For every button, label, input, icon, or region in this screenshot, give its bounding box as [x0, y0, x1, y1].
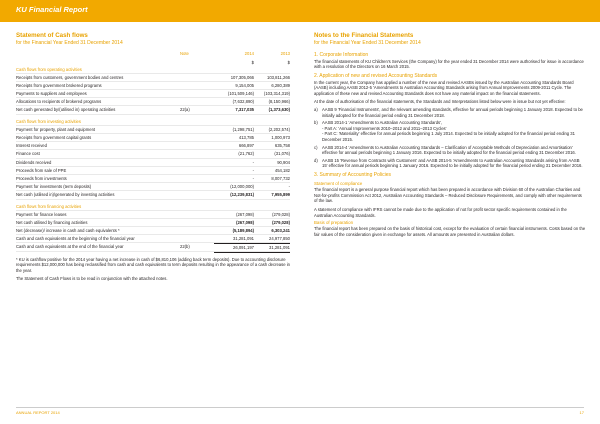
accounting-policies-heading: 3. Summary of Accounting Policies — [314, 172, 391, 178]
row-value-2014: 26,091,197 — [214, 243, 254, 252]
cash-flow-subtitle: for the Financial Year Ended 31 December 2014 — [16, 39, 123, 46]
standard-item-a: a) AASB 9 'Financial Instruments', and the relevant amending standards, effective for annual periods beginning 1 January 2018. Expected to be initially adopted for the financial period ending 31 December 2018. — [314, 107, 583, 118]
row-value-2014: 666,897 — [238, 143, 254, 149]
row-value-2013: 103,811,266 — [267, 74, 290, 80]
row-note: 22(a) — [180, 107, 190, 113]
row-value-2013: (31,076) — [274, 151, 290, 157]
row-label: Finance cost — [16, 151, 40, 157]
cash-flow-title: Statement of Cash flows — [16, 32, 88, 39]
table-section-header — [16, 203, 290, 211]
cash-flow-footnote: * KU is cashflow positive for the 2014 year having a net increase in cash of $6,810,106 (adding back term deposits). Due to accounting disclosure requirements $12,000,000 has being reclassified from cash and cash equivalents to term deposits resulting in the appearance of a cash decrease in the year. — [16, 256, 290, 273]
row-value-2013: 31,281,091 — [250, 243, 290, 252]
row-value-2013: (279,028) — [272, 219, 290, 225]
row-label: Payment for investments (term deposits) — [16, 184, 92, 190]
table-row — [16, 167, 290, 175]
table-row — [16, 90, 290, 98]
table-row — [16, 74, 290, 82]
row-label: Receipts from customers, government bodies and centres — [16, 74, 124, 80]
compliance-text-1: The financial report is a general purpose financial report which has been prepared in accordance with Division 60 of the Australian Charities and Not-for-profits Commission Act 2012, Australian Accounting Standards – Reduced Disclosure Requirements, and comply with other requirements of the law. — [314, 187, 582, 204]
row-value-2013: - — [288, 184, 290, 190]
row-label: Proceeds from investments — [16, 175, 67, 181]
row-value-2014: 413,785 — [238, 135, 254, 140]
row-value-2013: 6,280,389 — [271, 82, 290, 88]
table-row — [16, 175, 290, 183]
table-row — [16, 150, 290, 158]
row-label: Proceeds from sale of PPE — [16, 167, 67, 173]
table-row — [16, 191, 290, 199]
row-value-2014: (1,298,751) — [232, 126, 254, 132]
standard-item-c-text: AASB 2014-4 'Amendments to Australian Accounting Standards – Clarification of Acceptable Methods of Depreciation and Amortisation' effective for annual periods beginning 1 January 2016. Expected to be initially adopted for the financial period ending 31 December 2016. — [322, 144, 576, 156]
row-label: Allocations to recipients of brokered programs — [16, 99, 102, 105]
row-value-2013: 454,182 — [274, 167, 290, 173]
corporate-info-heading: 1. Corporate Information — [314, 51, 369, 58]
table-row — [16, 126, 290, 134]
currency-2014: $ — [251, 59, 254, 65]
row-label: Payments to suppliers and employees — [16, 91, 87, 97]
row-label: Net cash generated by/(utilised in) operating activities — [16, 107, 116, 113]
row-label: Net cash (utilised in)/generated by investing activities — [16, 192, 115, 198]
cash-flow-table — [16, 66, 290, 252]
row-label: Receipts from government brokered programs — [16, 82, 102, 88]
table-row — [16, 211, 290, 219]
row-value-2013: 6,303,241 — [271, 228, 290, 234]
row-note: 22(b) — [180, 244, 190, 250]
table-row — [16, 235, 290, 243]
standard-item-c: c) AASB 2014-4 'Amendments to Australian Accounting Standards – Clarification of Acceptable Methods of Depreciation and Amortisation' effective for annual periods beginning 1 January 2016. Expected to be initially adopted for the financial period ending 31 December 2016. — [314, 144, 576, 156]
corporate-info-text: The financial statements of KU Children's Services (the Company) for the year ended 31 December 2014 were authorised for issue in accordance with a resolution of the Directors on 16 March 2015. — [314, 58, 584, 70]
notes-column — [314, 32, 586, 238]
report-title: KU Financial Report — [16, 5, 88, 14]
standard-item-b-text: AASB 2014-1 'Amendments to Australian Accounting Standards', — [322, 120, 443, 126]
notes-title: Notes to the Financial Statements — [314, 32, 414, 39]
row-label: Net (decrease)/ increase in cash and cash equivalents * — [16, 228, 120, 234]
row-label: Cash and cash equivalents at the beginning of the financial year — [16, 236, 135, 242]
cash-flow-column-headers — [16, 51, 290, 60]
row-value-2013: (279,028) — [272, 211, 290, 217]
row-value-2014: (7,632,890) — [232, 99, 254, 105]
cash-flow-footnote-2: The Statement of Cash Flows is to be read in conjunction with the attached notes. — [16, 276, 168, 282]
table-row — [16, 183, 290, 191]
row-value-2014: 9,154,005 — [235, 82, 254, 88]
footer-report-name: ANNUAL REPORT 2014 — [16, 410, 60, 415]
row-value-2013: (8,150,966) — [268, 99, 290, 105]
compliance-heading: Statement of compliance — [314, 181, 363, 186]
row-value-2013: 635,758 — [274, 143, 290, 149]
row-value-2013: 7,955,899 — [271, 192, 290, 198]
row-value-2013: (103,314,319) — [263, 91, 290, 97]
standard-item-b-part-a: - Part A: 'Annual Improvements 2010–2012 and 2011–2013 Cycles' — [322, 125, 447, 131]
row-value-2014: (267,098) — [236, 219, 254, 225]
standards-heading: 2. Application of new and revised Accounting Standards — [314, 72, 438, 79]
standards-text-2: At the date of authorisation of the financial statements, the Standards and Interpretations listed below were in issue but not yet effective: — [314, 99, 566, 105]
row-value-2013: 8,007,732 — [271, 175, 290, 181]
table-row — [16, 227, 290, 235]
standard-item-b-part-c: - Part C: 'Materiality' effective for annual periods beginning 1 July 2014. Expected to be initially adopted for the financial period ending 31 December 2015. — [322, 131, 575, 143]
standards-text-1: In the current year, the Company has applied a number of the new and revised AASBs issued by the Australian Accounting Standards Board (AASB) including AASB 2012-5 'Amendments to Australian Accounting Standards arising from Annual Improvements 2009-2011 Cycle. The application of these new and revised Accounting Standards does not have any material impact on the financial statements. — [314, 79, 574, 96]
row-value-2014: (12,239,831) — [230, 192, 254, 198]
currency-2013: $ — [287, 59, 290, 65]
page-number: 17 — [579, 410, 584, 415]
table-row — [16, 106, 290, 114]
row-label: Interest received — [16, 143, 47, 149]
compliance-text-2: A statement of compliance with IFRS cannot be made due to the application of not for profit sector specific requirements contained in the Australian Accounting Standards. — [314, 206, 567, 218]
row-label: Cash flows from operating activities — [16, 66, 82, 72]
basis-heading: Basis of preparation — [314, 220, 354, 226]
row-label: Payment for finance leases — [16, 211, 67, 217]
standard-item-d-text: AASB 15 'Revenue from Contracts with Customers' and AASB 2014-5 'Amendments to Australian Accounting Standards arising from AASB 15' effective for annual periods beginning 1 January 2016. Expected to be initially adopted for the financial period ending 31 December 2016. — [322, 157, 583, 169]
table-row — [16, 219, 290, 227]
row-value-2014: 7,317,035 — [235, 107, 254, 113]
basis-text: The financial report has been prepared on the basis of historical cost, except for the evaluation of certain financial instruments. Costs based on the fair values of the consideration given in exchange for assets. All amounts are presented in Australian dollars. — [314, 226, 586, 237]
row-label: Receipts from government capital grants — [16, 135, 92, 140]
row-value-2014: (21,762) — [238, 151, 254, 157]
table-section-header — [16, 66, 290, 74]
row-label: Net cash utilised by financing activities — [16, 219, 88, 225]
table-row — [16, 98, 290, 106]
row-value-2014: (5,189,894) — [232, 228, 254, 234]
header-bar — [0, 0, 600, 22]
row-label: Dividends received — [16, 159, 52, 165]
standard-item-d: d) AASB 15 'Revenue from Contracts with Customers' and AASB 2014-5 'Amendments to Australian Accounting Standards arising from AASB 15' effective for annual periods beginning 1 January 2016. Expected to be initially adopted for the financial period ending 31 December 2016. — [314, 157, 583, 169]
table-row — [16, 159, 290, 167]
row-value-2013: 1,000,973 — [271, 135, 290, 140]
row-value-2014: 107,305,066 — [230, 74, 254, 80]
table-row — [16, 142, 290, 150]
table-row — [16, 243, 290, 251]
row-value-2014: (12,000,000) — [230, 184, 254, 190]
notes-subtitle: for the Financial Year Ended 31 December 2014 — [314, 39, 421, 46]
cash-flow-column — [16, 32, 290, 282]
row-value-2013: (2,202,574) — [268, 126, 290, 132]
row-value-2014: - — [252, 175, 254, 181]
row-value-2014: (101,509,146) — [227, 91, 254, 97]
table-row — [16, 82, 290, 90]
year-2013-header: 2013 — [280, 50, 290, 56]
footer-rule — [16, 407, 584, 408]
row-value-2013: (1,373,630) — [268, 107, 290, 113]
row-value-2014: (267,098) — [236, 211, 254, 217]
row-label: Cash flows from financing activities — [16, 203, 82, 209]
table-row — [16, 134, 290, 142]
row-value-2014: - — [252, 167, 254, 173]
standard-item-b: b) AASB 2014-1 'Amendments to Australian Accounting Standards', — [314, 120, 443, 126]
year-2014-header: 2014 — [244, 50, 254, 56]
row-value-2014: 31,281,091 — [233, 236, 254, 242]
row-label: Cash and cash equivalents at the end of the financial year — [16, 244, 124, 250]
note-column-header: Note — [180, 50, 189, 56]
row-value-2013: 90,904 — [277, 159, 290, 165]
row-label: Cash flows from investing activities — [16, 118, 81, 124]
standard-item-a-text: AASB 9 'Financial Instruments', and the relevant amending standards, effective for annual periods beginning 1 January 2018. Expected to be initially adopted for the financial period ending 31 December 2018. — [322, 107, 583, 118]
table-section-header — [16, 118, 290, 126]
row-value-2014: - — [252, 159, 254, 165]
row-label: Payment for property, plant and equipment — [16, 126, 96, 132]
row-value-2013: 24,977,850 — [269, 236, 290, 242]
